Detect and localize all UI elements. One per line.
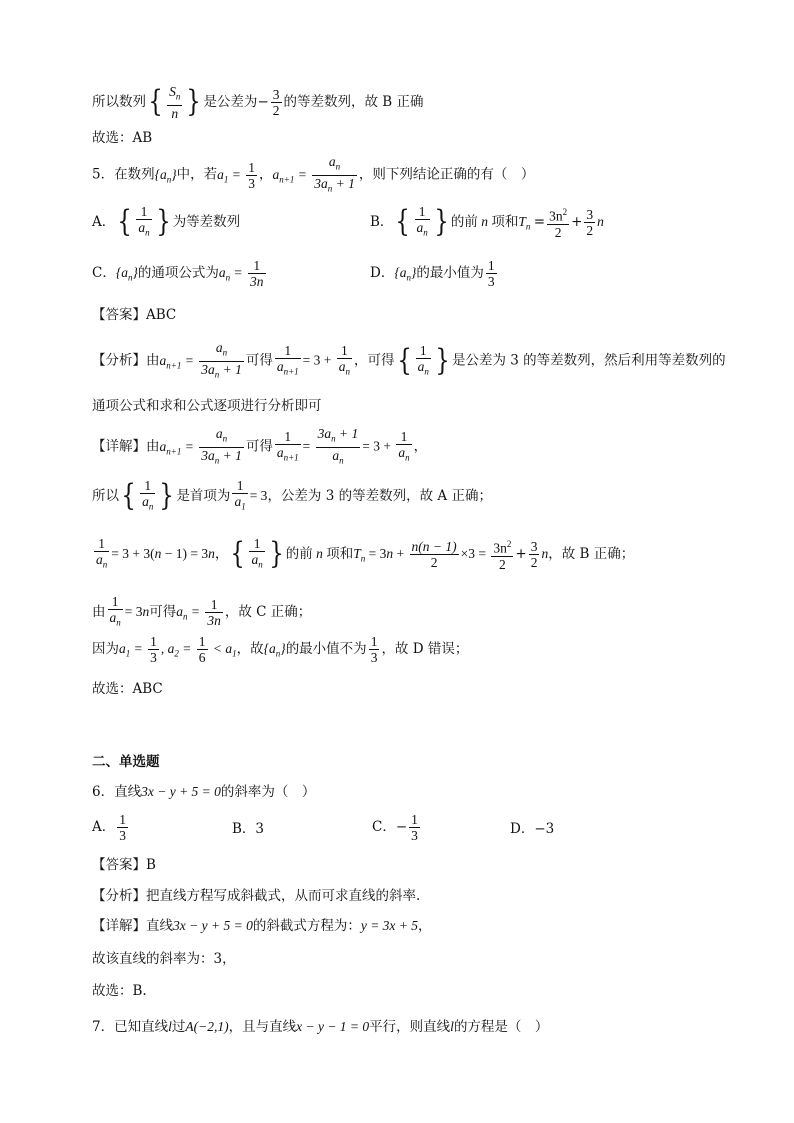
fraction: $\frac{1}{3}$	[487, 258, 495, 289]
fraction: $\frac{3n^2}{2}$	[493, 539, 512, 572]
point: A(−2,1)	[185, 1019, 229, 1034]
fraction: $\frac{1}{3}$	[119, 812, 126, 843]
text-line: 通项公式和求和公式逐项进行分析即可	[92, 398, 322, 414]
analysis-5: 【分析】由$a_{n+1}$ = $\frac{a_n}{3a_n + 1}$ 可得 $\frac{1}{a_{n+1}}$ = 3 + $\frac{1}{a_n}$ ，可得{ $\frac{1}{a_n}$ } 是公差为 3 的等差数列，然后利用等差数列的	[92, 340, 726, 382]
equation: 3x − y + 5 = 0	[141, 784, 221, 799]
text: 是公差为 3 的等差数列，然后利用等差数列的	[451, 352, 726, 369]
text: ，故 B 正确；	[548, 545, 635, 562]
text: 可得	[149, 603, 177, 620]
option-d: D．$\{a_n\}$的最小值为 $\frac{1}{3}$	[370, 258, 495, 289]
text: 的等差数列，故 B 正确	[283, 93, 424, 110]
text: ，故	[236, 641, 264, 657]
text: C．−	[372, 819, 408, 835]
section-heading: 二、单选题	[92, 754, 160, 770]
equation: 3x − y + 5 = 0	[173, 918, 253, 933]
text: ，且与直线	[228, 1019, 297, 1035]
text: 因为	[92, 641, 119, 657]
text: 过	[171, 1019, 186, 1035]
text: A．	[92, 819, 116, 835]
text: 是公差为	[203, 93, 258, 110]
fraction: $\frac{a_n}{3a_n + 1}$	[201, 426, 242, 466]
fraction: $\frac{1}{a_{n+1}}$	[276, 342, 299, 377]
fraction: $\frac{3}{2}$	[272, 86, 280, 118]
text: 7．已知直线	[92, 1019, 169, 1035]
text: 是首项为	[176, 487, 231, 504]
text: 的最小值不为	[285, 641, 367, 657]
text: ，则下列结论正确的有（ ）	[358, 166, 535, 183]
fraction: $\frac{3}{2}$	[530, 538, 538, 570]
text-line: 所以{ $\frac{1}{a_n}$ } 是首项为 $\frac{1}{a_1}$ = 3，公差为 3 的等差数列，故 A 正确；	[92, 478, 492, 514]
answer-5	[92, 303, 176, 323]
fraction: $\frac{3a_n + 1}{a_n}$	[317, 426, 359, 466]
text: =	[533, 213, 546, 230]
question-6	[92, 780, 315, 800]
text: 所以	[92, 487, 119, 504]
fraction: $\frac{1}{a_n}$	[398, 428, 410, 463]
text: C．	[92, 265, 116, 281]
detail-5: 【详解】由$a_{n+1}$ = $\frac{a_n}{3a_n + 1}$ 可得 $\frac{1}{a_{n+1}}$ = $\frac{3a_n + 1}{a_n}$ = 3 + $\frac{1}{a_n}$ ，	[92, 426, 427, 468]
text: 中，若	[176, 166, 218, 183]
text: 由	[146, 438, 160, 455]
detail-tag: 【详解】	[92, 918, 146, 934]
fraction: $\frac{1}{a_n}$	[109, 594, 121, 628]
text: 项和	[491, 213, 519, 230]
analysis-6	[92, 884, 420, 904]
fraction: $\frac{1}{a_n}$	[96, 536, 108, 570]
text: ，公差为 3 的等差数列，故 A 正确；	[267, 487, 492, 504]
text: 由	[146, 352, 160, 369]
text: ，故 D 错误；	[381, 641, 469, 657]
fraction: $\frac{1}{3n}$	[207, 596, 221, 628]
text: 可得	[245, 352, 273, 369]
text: 的前	[285, 545, 313, 562]
answer-6	[92, 853, 156, 873]
text: 的斜率为（ ）	[220, 784, 316, 800]
option-b: B．{ $\frac{1}{a_n}$ } 的前 n 项和$T_n$ = $\frac{3n^2}{2}$ + $\frac{3}{2}$ n	[370, 204, 604, 240]
text: 的斜截式方程为：	[252, 918, 361, 934]
fraction: $\frac{1}{3}$	[248, 159, 256, 191]
text-line: $\frac{1}{a_n}$ = 3 + 3(n − 1) = 3n，{ $\frac{1}{a_n}$ } 的前 n 项和$T_n = 3n$ + $\frac{n(n - 1)}{2}$ ×3 = $\frac{3n^2}{2}$ + $\frac{3}{2}$ n，故 B 正确；	[96, 536, 635, 572]
text: 可得	[245, 438, 273, 455]
text: ，	[418, 918, 432, 934]
text: 平行，则直线	[369, 1019, 451, 1035]
detail-6	[92, 914, 432, 934]
text: 6．直线	[92, 784, 142, 800]
text: A．	[92, 213, 116, 230]
text-line: 故选：AB	[92, 130, 153, 146]
text: 直线	[146, 918, 173, 934]
fraction: $\frac{3n^2}{2}$	[549, 207, 568, 240]
text: 的最小值为	[416, 265, 484, 281]
question-7: 7．已知直线l过A(−2,1)，且与直线x − y − 1 = 0平行，则直线l的方程是（ ）	[92, 1019, 549, 1035]
text: D．	[370, 265, 395, 281]
text: ABC	[146, 307, 177, 323]
fraction: $\frac{n(n - 1)}{2}$	[411, 538, 457, 570]
detail-tag: 【详解】	[92, 438, 146, 455]
fraction: $\frac{1}{3n}$	[250, 258, 264, 289]
fraction: $\frac{a_n}{3a_n + 1}$	[314, 154, 355, 194]
text: ，	[214, 545, 229, 562]
fraction: $\frac{1}{a_n}$	[138, 204, 150, 238]
text-line: 所以数列{ $\frac{S_n}{n}$ } 是公差为− $\frac{3}{2}$ 的等差数列，故 B 正确	[92, 84, 424, 121]
text: 把直线方程写成斜截式，从而可求直线的斜率.	[146, 888, 421, 904]
analysis-tag: 【分析】	[92, 352, 146, 369]
text: ，可得	[354, 352, 395, 369]
text: ，	[259, 166, 273, 183]
option-6b: B．3	[232, 821, 265, 837]
option-c: C．$\{a_n\}$的通项公式为$a_n$ = $\frac{1}{3n}$	[92, 258, 264, 289]
fraction: $\frac{1}{a_n}$	[251, 536, 263, 570]
fraction: $\frac{1}{a_n}$	[416, 204, 428, 238]
text: 所以数列	[92, 93, 146, 110]
text-line: 故该直线的斜率为：3，	[92, 951, 236, 967]
options-6	[92, 812, 130, 843]
equation: y = 3x + 5	[360, 918, 419, 933]
text: l	[168, 1019, 172, 1034]
fraction: $\frac{3}{2}$	[586, 206, 594, 238]
text: 5．在数列	[92, 166, 155, 183]
question-5: 5．在数列$\{a_n\}$中，若$a_1$ = $\frac{1}{3}$ ，$a_{n+1}$ = $\frac{a_n}{3a_n + 1}$ ，则下列结论正确的有（ ）	[92, 154, 534, 196]
option-6d: D．−3	[510, 821, 555, 837]
fraction: $\frac{1}{a_{n+1}}$	[276, 428, 299, 463]
text-line: 因为$a_1$ = $\frac{1}{3}$ , $a_2$ = $\frac{1}{6}$ < $a_1$，故$\{a_n\}$的最小值不为 $\frac{1}{3}$ ，故 D 错误；	[92, 634, 469, 665]
equation: x − y − 1 = 0	[296, 1019, 370, 1034]
text: B．	[370, 213, 394, 230]
text: 的通项公式为	[137, 265, 219, 281]
fraction: $\frac{1}{6}$	[198, 634, 206, 665]
fraction: $\frac{1}{a_n}$	[338, 342, 351, 377]
text: B	[146, 857, 156, 873]
answer-tag: 【答案】	[92, 307, 146, 323]
text: 为等差数列	[172, 213, 241, 230]
text: 由	[92, 603, 106, 620]
fraction: $\frac{1}{3}$	[411, 812, 418, 843]
fraction: $\frac{1}{3}$	[150, 634, 157, 665]
option-a: A．{ $\frac{1}{a_n}$ } 为等差数列	[92, 204, 241, 240]
option-6c	[372, 812, 422, 843]
fraction: $\frac{1}{3}$	[370, 634, 378, 665]
text: 的前	[450, 213, 478, 230]
fraction: $\frac{1}{a_n}$	[142, 478, 154, 512]
analysis-tag: 【分析】	[92, 888, 146, 904]
text: 的方程是（ ）	[453, 1019, 549, 1035]
text: −	[257, 93, 269, 110]
answer-tag: 【答案】	[92, 857, 146, 873]
text-line: 故选：B.	[92, 983, 147, 999]
text: 项和	[326, 545, 354, 562]
fraction: $\frac{S_n}{n}$	[169, 84, 181, 121]
text: ，故 C 正确；	[224, 603, 312, 620]
text: ，	[413, 438, 428, 455]
fraction: $\frac{1}{a_1}$	[234, 478, 246, 512]
text-line: 由 $\frac{1}{a_n}$ = 3n可得$a_n$ = $\frac{1}{3n}$ ，故 C 正确；	[92, 594, 311, 631]
fraction: $\frac{a_n}{3a_n + 1}$	[201, 340, 242, 380]
text-line: 故选：ABC	[92, 681, 163, 697]
fraction: $\frac{1}{a_n}$	[417, 342, 429, 377]
